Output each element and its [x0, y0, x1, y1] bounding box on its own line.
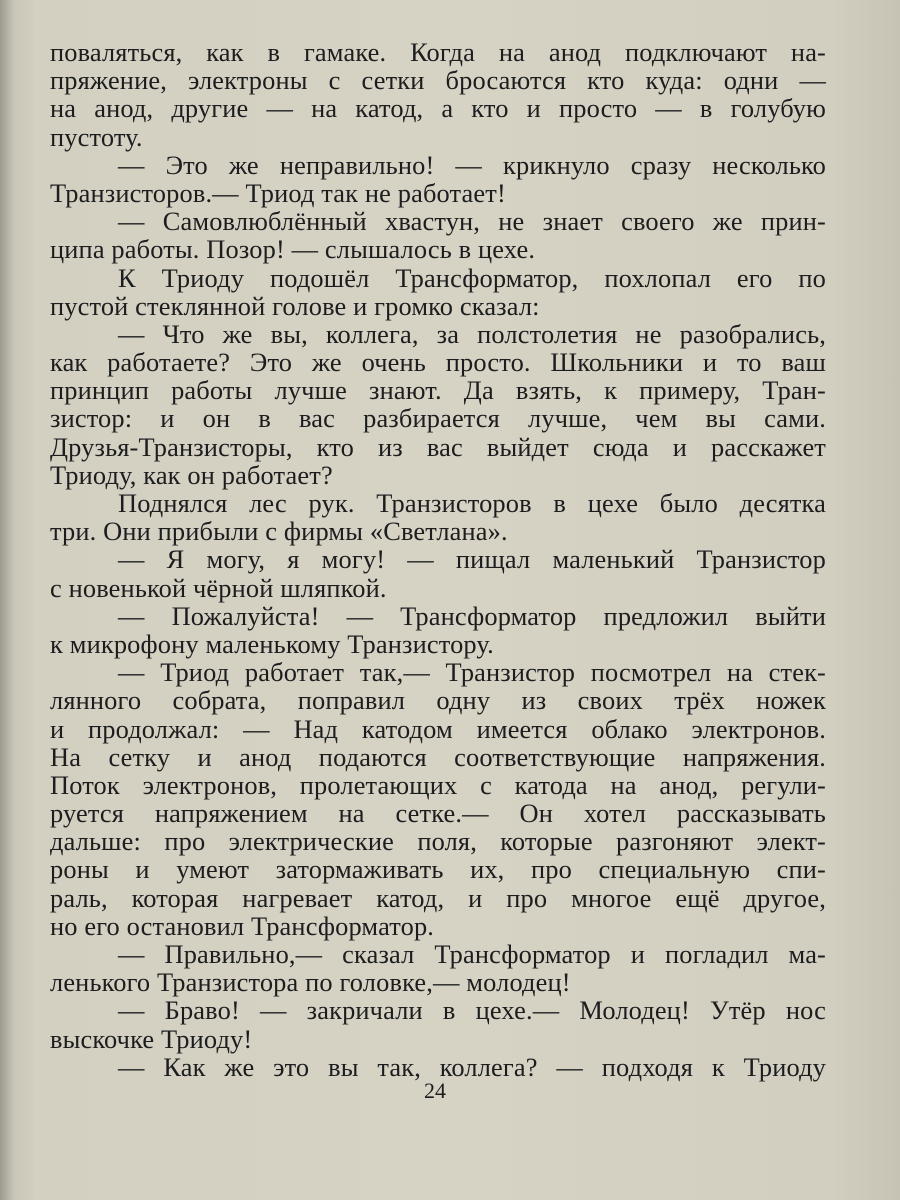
text-line: Триоду, как он работает? — [50, 459, 333, 490]
text-line: пряжение, электроны с сетки бросаются кто куда: одни — — [50, 65, 826, 96]
page-number: 24 — [424, 1078, 446, 1103]
text-line: — Как же это вы так, коллега? — подходя к Триоду — [118, 1051, 826, 1082]
body-text — [50, 38, 826, 1081]
text-line: Поток электронов, пролетающих с катода на анод, регули- — [50, 769, 826, 800]
text-line: ципа работы. Позор! — слышалось в цехе. — [50, 234, 536, 265]
text-line: раль, которая нагревает катод, и про многое ещё другое, — [50, 882, 826, 913]
text-line: дальше: про электрические поля, которые разгоняют элект- — [50, 826, 826, 857]
text-line: — Самовлюблённый хвастун, не знает своего же прин- — [118, 206, 826, 237]
text-line: — Что же вы, коллега, за полстолетия не разобрались, — [118, 318, 826, 349]
text-line: три. Они прибыли с фирмы «Светлана». — [50, 516, 508, 547]
page-binding-shadow — [0, 0, 14, 1200]
text-line: пустоту. — [50, 121, 143, 152]
text-line: руется напряжением на сетке.— Он хотел рассказывать — [50, 798, 826, 829]
text-line: и продолжал: — Над катодом имеется облако электронов. — [50, 713, 826, 744]
text-line: с новенькой чёрной шляпкой. — [50, 572, 387, 603]
text-line: зистор: и он в вас разбирается лучше, чем вы сами. — [50, 403, 826, 434]
text-line: на анод, другие — на катод, а кто и просто — в голубую — [50, 93, 826, 124]
text-line: но его остановил Трансформатор. — [50, 910, 435, 941]
text-line: К Триоду подошёл Трансформатор, похлопал его по — [118, 262, 826, 293]
text-line: — Триод работает так,— Транзистор посмотрел на стек- — [118, 657, 826, 688]
text-line: к микрофону маленькому Транзистору. — [50, 628, 494, 659]
text-line: ленького Транзистора по головке,— молодец! — [50, 967, 571, 998]
text-line: Поднялся лес рук. Транзисторов в цехе было десятка — [118, 488, 826, 518]
text-line: — Я могу, я могу! — пищал маленький Транзистор — [118, 544, 826, 575]
text-line: Транзисторов.— Триод так не работает! — [50, 177, 506, 208]
text-line: лянного собрата, поправил одну из своих трёх ножек — [50, 685, 826, 716]
text-line: пустой стеклянной голове и громко сказал: — [50, 290, 540, 321]
text-line: выскочке Триоду! — [50, 1023, 253, 1054]
text-line: На сетку и анод подаются соответствующие напряжения. — [50, 741, 826, 772]
text-line: Друзья-Транзисторы, кто из вас выйдет сюда и расскажет — [50, 431, 826, 462]
text-line: — Это же неправильно! — крикнуло сразу несколько — [118, 149, 826, 180]
text-line: — Правильно,— сказал Трансформатор и погладил ма- — [118, 939, 826, 969]
text-line: принцип работы лучше знают. Да взять, к примеру, Тран- — [50, 375, 826, 406]
text-line: поваляться, как в гамаке. Когда на анод подключают на- — [50, 37, 826, 67]
text-line: роны и умеют затормаживать их, про специальную спи- — [50, 854, 826, 885]
text-line: — Браво! — закричали в цехе.— Молодец! Утёр нос — [118, 995, 826, 1026]
text-line: — Пожалуйста! — Трансформатор предложил выйти — [118, 600, 826, 631]
text-line: как работаете? Это же очень просто. Школьники и то ваш — [50, 347, 826, 378]
